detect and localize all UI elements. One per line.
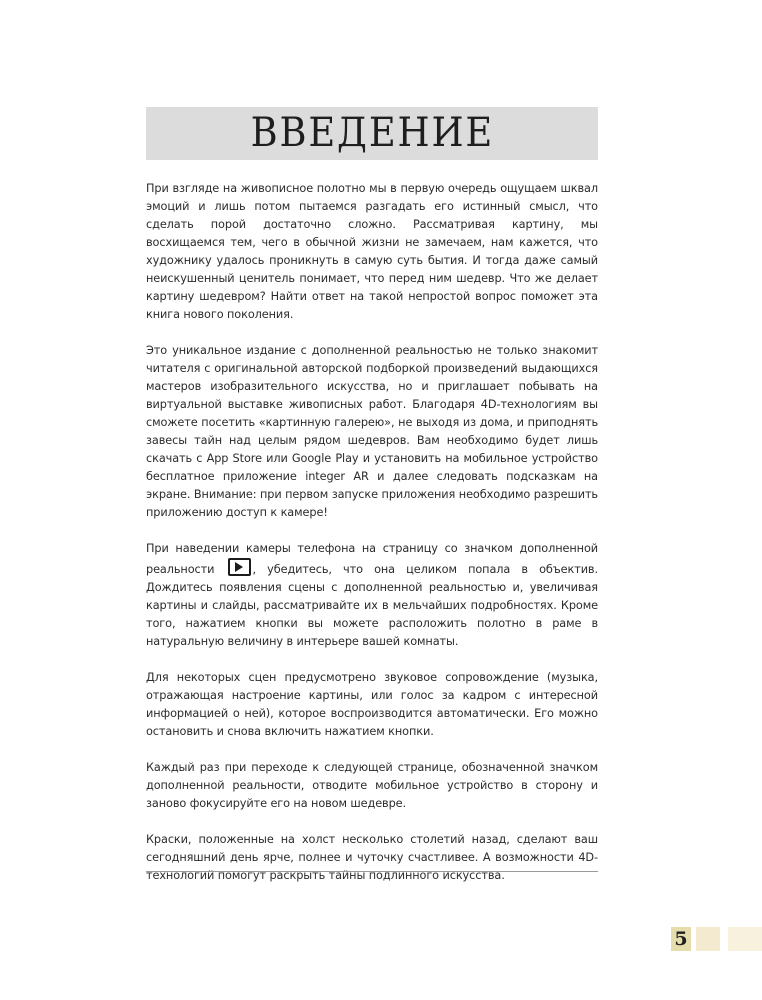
page-tab-decoration	[696, 927, 720, 951]
page-tab-decoration	[728, 927, 762, 951]
page-title: ВВЕДЕНИЕ	[250, 110, 494, 156]
paragraph: Краски, положенные на холст несколько столетий назад, сделают ваш сегодняшний день ярче, полнее и чуточку счастливее. А возможности 4D-технологий помогут раскрыть тайны подлинного искусства.	[146, 833, 598, 882]
play-icon	[228, 558, 251, 576]
paragraph: Это уникальное издание с дополненной реальностью не только знакомит читателя с оригинальной авторской подборкой произведений выдающихся мастеров изобразительного искусства, но и приглашает побывать на виртуальной выставке живописных работ. Благодаря 4D-технологиям вы сможете посетить «картинную галерею», не выходя из дома, и приподнять завесы тайн над целым рядом шедевров. Вам необходимо будет лишь скачать с App Store или Google Play и установить на мобильное устройство бесплатное приложение integer AR и далее следовать подсказкам на экране. Внимание: при первом запуске приложения необходимо разрешить приложению доступ к камере!	[146, 344, 598, 519]
paragraph: Каждый раз при переходе к следующей странице, обозначенной значком дополненной реальности, отводите мобильное устройство в сторону и заново фокусируйте его на новом шедевре.	[146, 761, 598, 810]
page-number: 5	[671, 927, 691, 951]
paragraph: Для некоторых сцен предусмотрено звуковое сопровождение (музыка, отражающая настроение картины, или голос за кадром с интересной информацией о ней), которое воспроизводится автоматически. Его можно остановить и снова включить нажатием кнопки.	[146, 671, 598, 738]
page-content	[146, 107, 598, 903]
ar-text-before: При наведении камеры телефона на страницу со значком дополненной реальности	[146, 542, 598, 576]
title-band	[146, 107, 598, 160]
paragraph: При взгляде на живописное полотно мы в первую очередь ощущаем шквал эмоций и лишь потом пытаемся разгадать его истинный смысл, что сделать порой достаточно сложно. Рассматривая картину, мы восхищаемся тем, чего в обычной жизни не замечаем, нам кажется, что художнику удалось проникнуть в самую суть бытия. И тогда даже самый неискушенный ценитель понимает, что перед ним шедевр. Что же делает картину шедевром? Найти ответ на такой непростой вопрос поможет эта книга нового поколения.	[146, 182, 598, 321]
paragraph-ar	[146, 540, 598, 651]
body-text	[146, 180, 598, 885]
divider	[146, 871, 598, 872]
ar-text-after: , убедитесь, что она целиком попала в объектив. Дождитесь появления сцены с дополненной реальностью и, увеличивая картины и слайды, рассматривайте их в мельчайших подробностях. Кроме того, нажатием кнопки вы можете расположить полотно в раме в натуральную величину в интерьере вашей комнаты.	[146, 563, 598, 648]
